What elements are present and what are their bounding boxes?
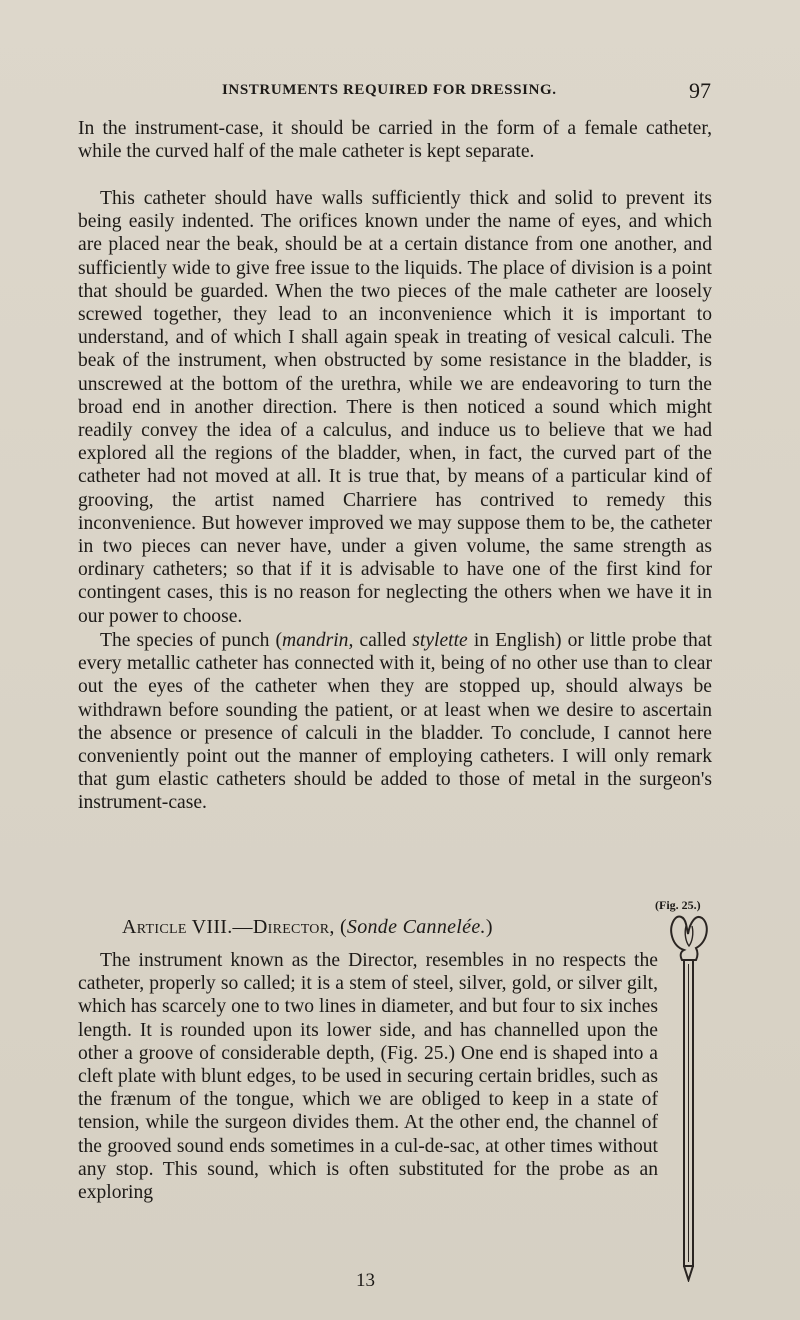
- article-body-text: The instrument known as the Director, resembles in no respects the catheter, properly so called; it is a stem of steel, silver, gold, or silver gilt, which has scarcely one to two lines in diameter, and but four to six inches length. It is rounded upon its lower side, and has channelled upon the other a groove of considerable depth, (Fig. 25.) One end is shaped into a cleft plate with blunt edges, to be used in securing certain bridles, such as the frænum of the tongue, which we are obliged to keep in a state of tension, while the surgeon divides them. At the other end, the channel of the grooved sound ends sometimes in a cul-de-sac, at other times without any stop. This sound, which is often substituted for the probe as an exploring: [78, 950, 658, 1204]
- director-cleft-plate: [671, 917, 707, 960]
- paragraph-1: [78, 117, 712, 163]
- article-heading-suffix: ): [485, 916, 493, 938]
- paragraph-2: [78, 187, 712, 628]
- article-body: [78, 949, 658, 1204]
- paragraph-1-text: In the instrument-case, it should be carried in the form of a female catheter, while the curved half of the male catheter is kept separate.: [78, 118, 712, 163]
- article-heading: [122, 916, 493, 939]
- page-number: 97: [689, 78, 711, 103]
- paragraph-3: [78, 629, 712, 815]
- paragraph-2-text: This catheter should have walls sufficiently thick and solid to prevent its being easily indented. The orifices known under the name of eyes, and which are placed near the beak, should be at a certain distance from one another, and sufficiently wide to give free issue to the liquids. The place of division is a point that should be guarded. When the two pieces of the male catheter are loosely screwed together, they lead to an inconvenience which it is important to understand, and of which I shall again speak in treating of vesical calculi. The beak of the instrument, when obstructed by some resistance in the bladder, is unscrewed at the bottom of the urethra, while we are endeavoring to turn the broad end in another direction. There is then noticed a sound which might readily convey the idea of a calculus, and induce us to believe that we had explored all the regions of the bladder, when, in fact, the curved part of the catheter had not moved at all. It is true that, by means of a particular kind of grooving, the artist named Charriere has contrived to remedy this inconvenience. But however improved we may suppose them to be, the catheter in two pieces can never have, under a given volume, the same strength as ordinary catheters; so that if it is advisable to have one of the first kind for contingent cases, this is no reason for neglecting the others when we have it in our power to choose.: [78, 188, 712, 627]
- paragraph-3-text-c: in English) or little probe that every metallic catheter has connected with it, being of no other use than to clear out the eyes of the catheter when they are stopped up, should always be withdrawn before sounding the patient, or at least when we desire to ascertain the absence or presence of calculi in the bladder. To conclude, I cannot here conveniently point out the manner of employing catheters. I will only remark that gum elastic catheters should be added to those of metal in the surgeon's instrument-case.: [78, 630, 712, 814]
- article-heading-prefix: Article VIII.—Director, (: [122, 916, 347, 938]
- term-stylette: stylette: [412, 630, 468, 651]
- running-header: [0, 80, 800, 104]
- paragraph-3-text-b: called: [353, 630, 413, 651]
- term-mandrin: mandrin,: [282, 630, 354, 651]
- figure-label: (Fig. 25.): [655, 898, 701, 912]
- paragraph-3-text-a: The species of punch (: [100, 630, 283, 651]
- article-heading-italic: Sonde Cannelée.: [346, 916, 486, 938]
- director-instrument-illustration: [664, 912, 714, 1282]
- running-header-title: INSTRUMENTS REQUIRED FOR DRESSING.: [222, 82, 557, 98]
- signature-mark: 13: [356, 1270, 375, 1291]
- director-tip: [684, 1266, 693, 1280]
